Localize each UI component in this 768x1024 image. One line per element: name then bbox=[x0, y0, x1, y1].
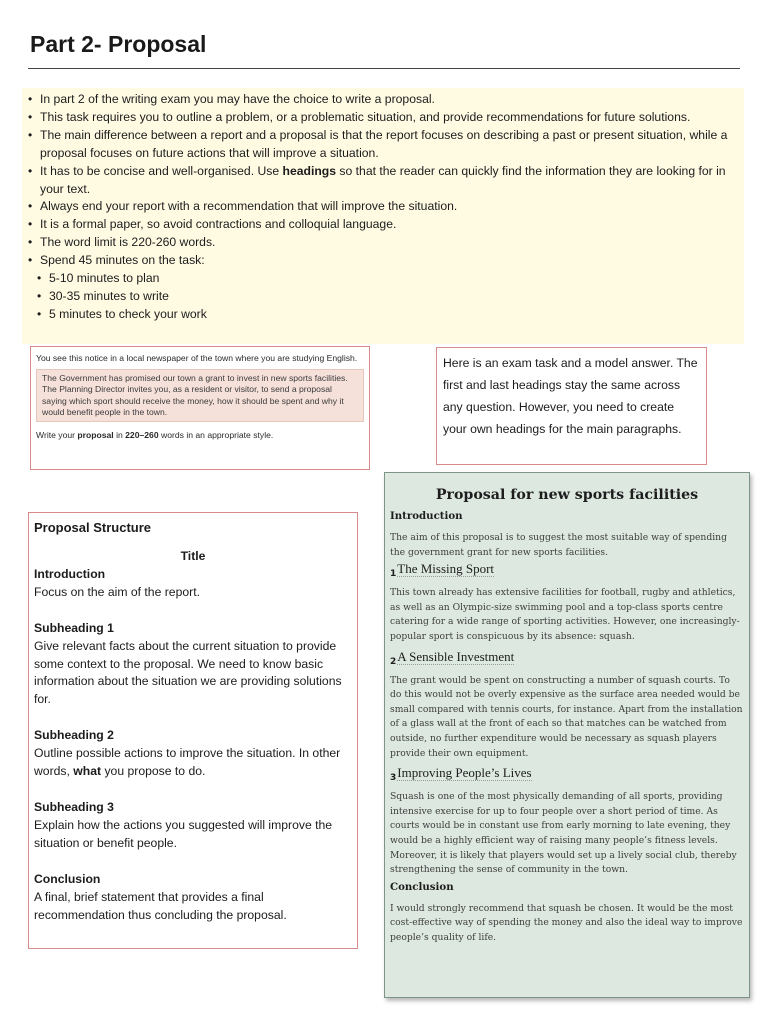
proposal-sub1-label: The Missing Sport bbox=[397, 561, 495, 577]
info-bullet-5: • Always end your report with a recommendation that will improve the situation. bbox=[26, 198, 744, 216]
proposal-sub1-heading bbox=[390, 560, 744, 580]
info-sub-bullet-1: • 5-10 minutes to plan bbox=[26, 270, 744, 288]
info-bullet-6: • It is a formal paper, so avoid contractions and colloquial language. bbox=[26, 216, 744, 234]
exam-note-text: Here is an exam task and a model answer. The first and last headings stay the same across any question. However, you need to create your own headings for the main paragraphs. bbox=[443, 356, 698, 436]
task-instruction-before: Write your bbox=[36, 430, 78, 441]
task-intro: You see this notice in a local newspaper of the town where you are studying English. bbox=[36, 353, 358, 363]
info-box bbox=[22, 88, 744, 344]
info-bullet-4 bbox=[26, 163, 744, 199]
structure-sub1-heading: Subheading 1 bbox=[34, 620, 114, 635]
structure-title-label: Title bbox=[180, 549, 206, 563]
info-bullet-4-before: It has to be concise and well-organised. Use bbox=[40, 163, 283, 178]
proposal-sub3-text: Squash is one of the most physically demanding of all sports, providing intensive exercise for up to four people over a short period of time. As courts would be in constant use from early morning to late evening, they would be a highly efficient way of raising many people’s fitness levels. Moreover, it is likely that players would set up a lively social club, thereby strengthening the sense of community in the town. bbox=[390, 791, 737, 876]
info-bullet-1: • In part 2 of the writing exam you may have the choice to write a proposal. bbox=[26, 91, 744, 109]
proposal-sub1-number: 1 bbox=[390, 569, 397, 580]
proposal-conclusion-text: I would strongly recommend that squash be chosen. It would be the most cost-effective way of spending the money and also the ideal way to improve people’s quality of life. bbox=[390, 902, 743, 943]
title-divider bbox=[28, 68, 740, 69]
proposal-sub2-label: A Sensible Investment bbox=[397, 648, 515, 664]
info-bullet-8: • Spend 45 minutes on the task: bbox=[26, 252, 744, 270]
structure-sub2-heading: Subheading 2 bbox=[34, 728, 114, 743]
structure-sub1-text: Give relevant facts about the current situation to provide some context to the proposal. We need to know basic information about the situation we are providing solutions for. bbox=[34, 638, 342, 707]
task-instruction-after: words in an appropriate style. bbox=[158, 430, 274, 441]
structure-intro-heading: Introduction bbox=[34, 566, 106, 581]
proposal-title: Proposal for new sports facilities bbox=[435, 487, 699, 503]
info-sub-bullet-2: • 30-35 minutes to write bbox=[26, 288, 744, 306]
proposal-sub3-number: 3 bbox=[390, 773, 397, 784]
structure-sub2-after: you propose to do. bbox=[101, 764, 206, 779]
info-bullet-3: • The main difference between a report and a proposal is that the report focuses on describing a past or present situation, while a proposal focuses on future actions that will improve a situation. bbox=[26, 127, 744, 163]
proposal-structure-box bbox=[28, 512, 358, 949]
info-list bbox=[22, 88, 744, 324]
info-sub-bullet-3: • 5 minutes to check your work bbox=[26, 306, 744, 324]
structure-sub2-before: Outline possible actions to improve the situation. In other words, bbox=[34, 746, 341, 779]
task-instruction-mid: in bbox=[113, 430, 126, 441]
exam-task-box bbox=[30, 346, 370, 470]
proposal-conclusion-heading: Conclusion bbox=[390, 880, 454, 893]
structure-heading: Proposal Structure bbox=[34, 520, 152, 535]
structure-intro-text: Focus on the aim of the report. bbox=[34, 584, 200, 599]
structure-sub3-text: Explain how the actions you suggested will improve the situation or benefit people. bbox=[34, 817, 333, 850]
task-instruction bbox=[36, 430, 364, 441]
proposal-intro-text: The aim of this proposal is to suggest the most suitable way of spending the government grant for new sports facilities. bbox=[390, 532, 727, 558]
page-title: Part 2- Proposal bbox=[30, 31, 207, 57]
info-bullet-2: • This task requires you to outline a problem, or a problematic situation, and provide recommendations for future solutions. bbox=[26, 109, 744, 127]
proposal-intro-heading: Introduction bbox=[390, 510, 463, 522]
structure-sub2-bold: what bbox=[73, 764, 102, 779]
structure-conclusion-heading: Conclusion bbox=[34, 871, 101, 886]
proposal-sub2-number: 2 bbox=[390, 656, 397, 667]
proposal-sub2-heading bbox=[390, 648, 744, 668]
exam-note-box bbox=[436, 347, 707, 465]
structure-sub3-heading: Subheading 3 bbox=[34, 799, 114, 814]
structure-conclusion-text: A final, brief statement that provides a final recommendation thus concluding the proposal. bbox=[34, 889, 287, 922]
notice-text: The Government has promised our town a grant to invest in new sports facilities. The Planning Director invites you, as a resident or visitor, to send a proposal saying which sport should receive the money, how it should be spent and why it would benefit people in the town. bbox=[36, 369, 364, 422]
task-instruction-bold-1: proposal bbox=[77, 430, 114, 441]
info-bullet-4-bold: headings bbox=[282, 163, 337, 178]
proposal-sub3-heading bbox=[390, 764, 744, 784]
proposal-sub1-text: This town already has extensive facilities for football, rugby and athletics, as well as an Olympic-size swimming pool and a top-class sports centre catering for a wide range of sporting activities. However, one increasingly-popular sport is conspicuous by its absence: squash. bbox=[390, 587, 740, 642]
model-proposal-box bbox=[384, 472, 750, 998]
info-bullet-7: • The word limit is 220-260 words. bbox=[26, 234, 744, 252]
task-instruction-bold-2: 220–260 bbox=[125, 430, 159, 441]
info-bullet-4-after: so that the reader can quickly find the information they are looking for in your text. bbox=[40, 163, 726, 196]
proposal-sub3-label: Improving People’s Lives bbox=[397, 765, 532, 781]
structure-sub2-text bbox=[34, 745, 352, 781]
proposal-sub2-text: The grant would be spent on constructing a number of squash courts. To do this would not be overly expensive as the surface area needed would be small compared with tennis courts, for instance. Apart from the installation of a glass wall at the front of each so that matches can be watched from outside, no further expenditure would be necessary as squash players provide their own equipment. bbox=[390, 674, 743, 759]
